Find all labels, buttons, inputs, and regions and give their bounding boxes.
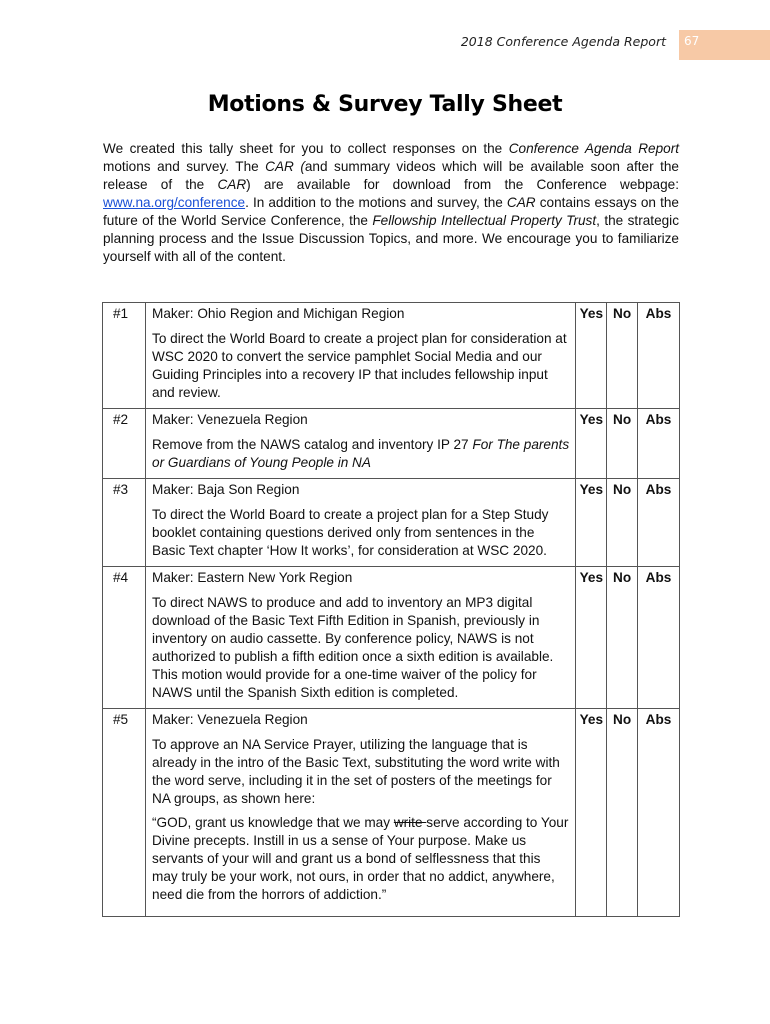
table-row: [103, 409, 680, 479]
conference-link[interactable]: www.na.org/conference: [103, 195, 246, 210]
abs-column[interactable]: Abs: [637, 303, 679, 409]
intro-paragraph: We created this tally sheet for you to collect responses on the Conference Agenda Report motions and survey. The CAR (and summary videos which will be available soon after the release of the CAR) are available for download from the Conference webpage: www.na.org/conference. In addition to the motions and survey, the CAR contains essays on the future of the World Service Conference, the Fellowship Intellectual Property Trust, the strategic planning process and the Issue Discussion Topics, and more. We encourage you to familiarize yourself with all of the content.: [103, 141, 680, 264]
motion-number: #3: [103, 479, 146, 567]
abs-column[interactable]: Abs: [637, 709, 679, 917]
tally-table: [102, 302, 680, 917]
motion-text: To direct the World Board to create a project plan for a Step Study booklet containing questions derived only from sentences in the Basic Text chapter ‘How It works’, for consideration at WSC 2020.: [152, 507, 549, 558]
abs-column[interactable]: Abs: [637, 479, 679, 567]
no-column[interactable]: No: [607, 567, 638, 709]
motion-text: To approve an NA Service Prayer, utilizing the language that is already in the intro of the Basic Text, substituting the word write with the word serve, including it in the set of posters of the meetings for NA groups, as shown here:: [152, 737, 560, 806]
yes-column[interactable]: Yes: [576, 567, 607, 709]
motion-number: #4: [103, 567, 146, 709]
motion-body: [146, 567, 576, 709]
yes-column[interactable]: Yes: [576, 409, 607, 479]
motion-body: [146, 303, 576, 409]
prayer-quote: “GOD, grant us knowledge that we may write serve according to Your Divine precepts. Instill in us a sense of Your purpose. Make us servants of your will and grant us a bond of selflessness that this may truly be your work, not ours, in order that no addict, anywhere, need die from the horrors of addiction.”: [152, 815, 569, 902]
no-column[interactable]: No: [607, 303, 638, 409]
motion-maker: Maker: Ohio Region and Michigan Region: [152, 306, 405, 321]
page-number-badge: 67: [679, 30, 770, 60]
table-row: [103, 567, 680, 709]
motion-text: To direct NAWS to produce and add to inventory an MP3 digital download of the Basic Text Fifth Edition in Spanish, previously in inventory on audio cassette. By conference policy, NAWS is not authorized to publish a fifth edition once a sixth edition is available. This motion would provide for a one-time waiver of the policy for NAWS until the Spanish Sixth edition is completed.: [152, 595, 554, 700]
motion-maker: Maker: Venezuela Region: [152, 712, 308, 727]
yes-column[interactable]: Yes: [576, 303, 607, 409]
abs-column[interactable]: Abs: [637, 567, 679, 709]
yes-column[interactable]: Yes: [576, 479, 607, 567]
no-column[interactable]: No: [607, 409, 638, 479]
motion-maker: Maker: Eastern New York Region: [152, 570, 353, 585]
struck-word: write: [393, 815, 427, 830]
motion-text: Remove from the NAWS catalog and inventory IP 27 For The parents or Guardians of Young People in NA: [152, 437, 570, 470]
motion-number: #5: [103, 709, 146, 917]
table-row: [103, 303, 680, 409]
motion-body: [146, 479, 576, 567]
motion-number: #1: [103, 303, 146, 409]
motion-body: [146, 709, 576, 917]
motion-maker: Maker: Venezuela Region: [152, 412, 308, 427]
no-column[interactable]: No: [607, 709, 638, 917]
motion-text: To direct the World Board to create a project plan for consideration at WSC 2020 to convert the service pamphlet Social Media and our Guiding Principles into a recovery IP that includes fellowship input and review.: [152, 331, 567, 400]
abs-column[interactable]: Abs: [637, 409, 679, 479]
table-row: [103, 479, 680, 567]
motion-body: [146, 409, 576, 479]
motion-number: #2: [103, 409, 146, 479]
table-row: [103, 709, 680, 917]
page-title: Motions & Survey Tally Sheet: [207, 92, 563, 117]
yes-column[interactable]: Yes: [576, 709, 607, 917]
running-header: 2018 Conference Agenda Report: [460, 34, 666, 49]
no-column[interactable]: No: [607, 479, 638, 567]
motion-maker: Maker: Baja Son Region: [152, 482, 300, 497]
